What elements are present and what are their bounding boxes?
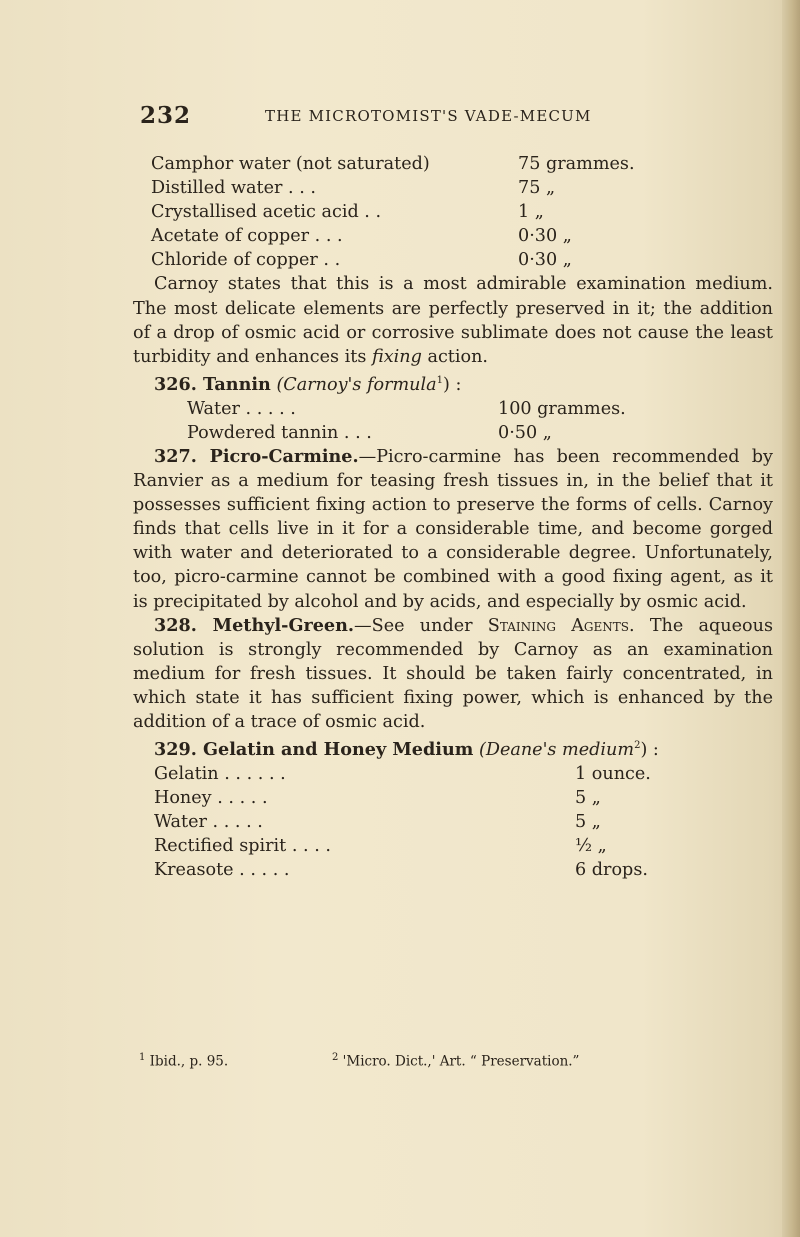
formula-item: Kreasote . . . . . xyxy=(154,860,290,881)
footnote-mark: 1 xyxy=(436,374,444,386)
section-329-heading xyxy=(133,734,773,762)
formula-tannin xyxy=(133,397,773,445)
formula-qty: 100 grammes. xyxy=(498,398,626,419)
section-326-heading xyxy=(133,369,773,397)
formula-item: Acetate of copper . . . xyxy=(151,226,343,247)
body-text xyxy=(133,152,773,883)
footnotes xyxy=(139,1052,779,1070)
paragraph-end: action. xyxy=(421,346,489,367)
formula-item: Gelatin . . . . . . xyxy=(154,764,286,785)
footnote-text: Ibid., p. 95. xyxy=(149,1053,229,1070)
page-edge xyxy=(782,0,800,1237)
footnote-1 xyxy=(139,1052,332,1070)
section-heading: 328. Methyl-Green. xyxy=(154,614,355,636)
footnote-2 xyxy=(332,1052,579,1070)
formula-row xyxy=(133,810,773,834)
formula-name: (Deane's medium xyxy=(478,739,635,760)
formula-row xyxy=(133,248,773,272)
formula-qty: 0·50 „ xyxy=(498,422,552,443)
formula-row xyxy=(133,224,773,248)
section-text: . The aqueous solution is strongly recommended by Carnoy as an examination medium for fresh tissues. It should be taken fairly concentrated, in which state it has sufficient fixing power, which is enhanced by the addition of a trace of osmic acid. xyxy=(133,615,774,733)
formula-qty: 1 ounce. xyxy=(575,764,651,785)
formula-item: Crystallised acetic acid . . xyxy=(151,202,382,223)
footnote-text: 'Micro. Dict.,' Art. “ Preservation.” xyxy=(342,1053,580,1070)
formula-close: ) : xyxy=(443,374,462,395)
footnote-mark: 2 xyxy=(634,740,641,752)
formula-row xyxy=(133,421,773,445)
formula-row xyxy=(133,858,773,882)
section-328 xyxy=(133,614,773,734)
section-heading: 326. Tannin xyxy=(154,373,271,395)
formula-row xyxy=(133,176,773,200)
italic-word: fixing xyxy=(371,346,422,367)
formula-item: Honey . . . . . xyxy=(154,788,268,809)
section-text: —See under xyxy=(354,615,488,636)
footnote-mark: 1 xyxy=(139,1052,146,1063)
running-head: THE MICROTOMIST'S VADE-MECUM xyxy=(265,107,592,125)
formula-qty: 6 drops. xyxy=(575,860,648,881)
formula-row xyxy=(133,762,773,786)
page-number: 232 xyxy=(140,102,192,129)
section-heading: 329. Gelatin and Honey Medium xyxy=(154,738,474,760)
page-header xyxy=(0,102,800,132)
paragraph-text: Carnoy states that this is a most admirable examination medium. The most delicate elements are perfectly preserved in it; the addition of a drop of osmic acid or corrosive sublimate does not cause the least turbidity and enhances its xyxy=(133,274,773,367)
formula-camphor xyxy=(133,152,773,272)
formula-row xyxy=(133,152,773,176)
formula-qty: 75 grammes. xyxy=(518,154,635,174)
formula-qty: 0·30 „ xyxy=(518,226,572,247)
formula-row xyxy=(133,200,773,224)
formula-row xyxy=(133,834,773,858)
formula-item: Chloride of copper . . xyxy=(151,250,341,271)
formula-item: Rectified spirit . . . . xyxy=(154,836,331,857)
formula-item: Water . . . . . xyxy=(154,812,263,833)
cross-reference: Staining Agents xyxy=(487,615,629,636)
formula-close: ) : xyxy=(640,739,659,760)
formula-qty: 5 „ xyxy=(575,812,601,833)
section-heading: 327. Picro-Carmine. xyxy=(154,445,359,467)
section-327 xyxy=(133,445,773,614)
formula-item: Camphor water (not saturated) xyxy=(151,154,430,174)
formula-item: Distilled water . . . xyxy=(151,178,316,199)
footnote-mark: 2 xyxy=(332,1052,339,1063)
formula-item: Water . . . . . xyxy=(187,398,296,419)
formula-deane xyxy=(133,762,773,882)
formula-qty: 5 „ xyxy=(575,788,601,809)
paragraph-carnoy xyxy=(133,272,773,368)
formula-name: (Carnoy's formula xyxy=(276,374,437,395)
formula-qty: ½ „ xyxy=(575,836,607,857)
formula-item: Powdered tannin . . . xyxy=(187,422,372,443)
formula-qty: 75 „ xyxy=(518,178,556,199)
formula-qty: 0·30 „ xyxy=(518,250,572,271)
formula-row xyxy=(133,397,773,421)
formula-qty: 1 „ xyxy=(518,202,544,223)
section-text: —Picro-carmine has been recommended by Ranvier as a medium for teasing fresh tissues in, in the belief that it possesses sufficient fixing action to preserve the forms of cells. Carnoy finds that cells live in it for a considerable time, and become gorged with water and deteriorated to a considerable degree. Unfortunately, too, picro-carmine cannot be combined with a good fixing agent, as it is precipitated by alcohol and by acids, and especially by osmic acid. xyxy=(133,446,773,612)
formula-row xyxy=(133,786,773,810)
